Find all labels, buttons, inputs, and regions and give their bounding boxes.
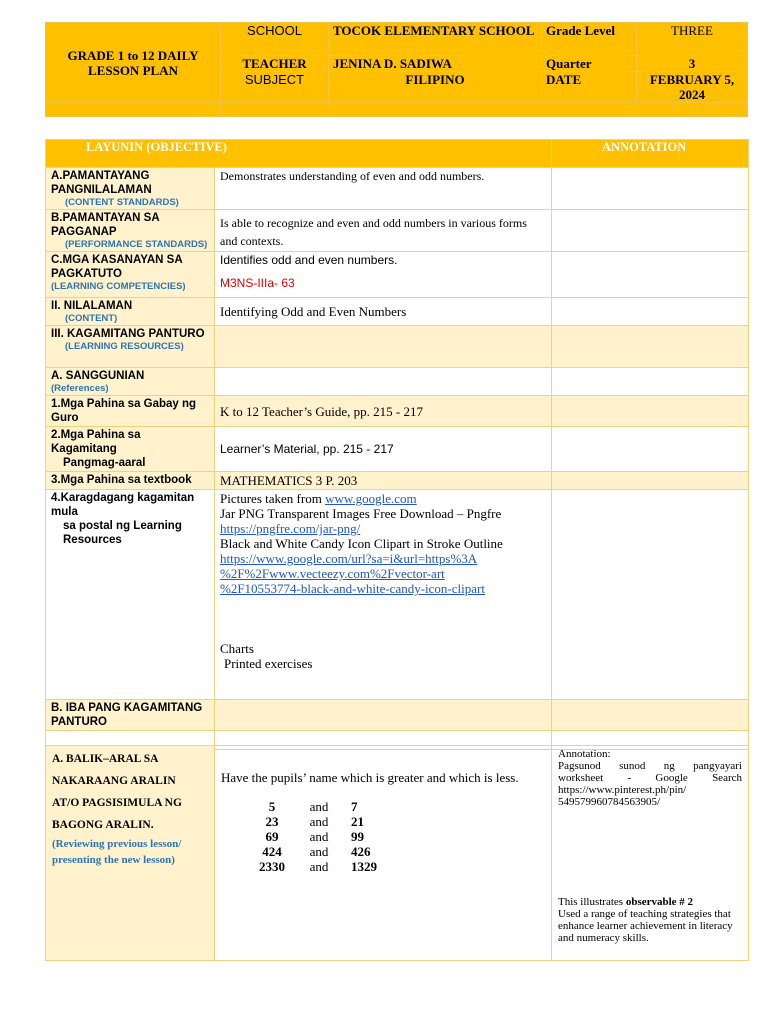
additional-materials-label: 4.Karagdagang kagamitan mula sa postal ng Learning Resources [46,490,215,700]
quarter-value: 3 [637,56,748,72]
review-instruction: Have the pupils’ name which is greater and which is less. [221,770,519,785]
performance-standards-text: Is able to recognize and even and odd numbers in various forms and contexts. [215,210,552,252]
references-sub: (References) [51,383,109,394]
google-source-line: Pictures taken from www.google.com [220,491,417,506]
content-label: II. NILALAMAN (CONTENT) [46,298,215,326]
additional-materials-annotation [552,490,749,700]
teacher-label: TEACHER [221,56,329,72]
performance-standards-annotation [552,210,749,252]
subject-value: FILIPINO [329,72,542,103]
observable-body-2: and numeracy skills. [558,932,649,944]
references-label: A. SANGGUNIAN (References) [46,368,215,396]
annotation-header: ANNOTATION [552,140,749,168]
teachers-guide-annotation [552,396,749,427]
teacher-value: JENINA D. SADIWA [329,56,542,72]
vecteezy-link-2[interactable]: %2F%2Fwww.vecteezy.com%2Fvector-art [220,566,445,581]
textbook-annotation [552,472,749,490]
number-pairs [251,799,377,874]
content-standards-annotation [552,168,749,210]
objective-header: LAYUNIN (OBJECTIVE) [46,140,552,168]
references-text [215,368,552,396]
number-pair-row: 69 and 99 [265,829,364,844]
date-label: DATE [542,72,637,103]
observable-body: Used a range of teaching strategies that enhance learner achievement in literacy [558,908,733,932]
content-sub: (CONTENT) [65,313,118,324]
learners-material-annotation [552,427,749,472]
plan-title: GRADE 1 to 12 DAILY LESSON PLAN [46,23,221,103]
annotation-title: Annotation: [558,748,611,760]
content-standards-sub: (CONTENT STANDARDS) [65,197,179,208]
content-standards-text: Demonstrates understanding of even and odd numbers. [215,168,552,210]
content-annotation [552,298,749,326]
candy-source-line: Black and White Candy Icon Clipart in Stroke Outline [220,536,503,551]
date-value: FEBRUARY 5, 2024 [637,72,748,103]
competencies-cell [215,252,552,298]
learning-resources-label: III. KAGAMITANG PANTURO (LEARNING RESOURCES) [46,326,215,368]
content-standards-label: A.PAMANTAYANG PANGNILALAMAN (CONTENT STANDARDS) [46,168,215,210]
learners-material-text: Learner’s Material, pp. 215 - 217 [215,427,552,472]
number-pair-row: 23 and 21 [265,814,364,829]
header-table [45,22,748,117]
competencies-sub: (LEARNING COMPETENCIES) [51,281,186,292]
header-blank-left [46,103,221,117]
learners-material-label: 2.Mga Pahina sa Kagamitang Pangmag-aaral [46,427,215,472]
observable-line: This illustrates observable # 2 [558,896,694,908]
review-annotation [552,746,749,961]
learning-resources-annotation [552,326,749,368]
annotation-source: Pagsunod sunod ng pangyayari worksheet - Google Search https://www.pinterest.ph/pin/ 549579960784563905/ [558,760,742,808]
competency-code: M3NS-IIIa- 63 [220,276,295,290]
vecteezy-link-1[interactable]: https://www.google.com/url?sa=i&url=https%3A [220,551,478,566]
number-pair-row: 424 and 426 [262,844,371,859]
references-annotation [552,368,749,396]
number-pair-row: 2330 and 1329 [259,859,377,874]
other-materials-label: B. IBA PANG KAGAMITANG PANTURO [46,700,215,731]
teachers-guide-label: 1.Mga Pahina sa Gabay ng Guro [46,396,215,427]
learning-resources-sub: (LEARNING RESOURCES) [65,341,184,352]
textbook-text: MATHEMATICS 3 P. 203 [215,472,552,490]
printed-exercises-item: Printed exercises [224,656,313,671]
google-link[interactable]: www.google.com [325,491,417,506]
vecteezy-link-3[interactable]: %2F10553774-black-and-white-candy-icon-clipart [220,581,485,596]
lesson-table [45,745,749,961]
performance-standards-label: B.PAMANTAYAN SA PAGGANAP (PERFORMANCE STANDARDS) [46,210,215,252]
grade-value: THREE [637,23,748,56]
performance-standards-sub: (PERFORMANCE STANDARDS) [65,239,208,250]
header-blank-right [221,103,748,117]
jar-source-line: Jar PNG Transparent Images Free Download – Pngfre [220,506,502,521]
review-lesson-label: A. BALIK–ARAL SA NAKARAANG ARALIN AT/O PAGSISIMULA NG BAGONG ARALIN. (Reviewing previous lesson/ presenting the new lesson) [46,746,215,961]
charts-item: Charts [220,641,254,656]
school-value: TOCOK ELEMENTARY SCHOOL [329,23,542,56]
other-materials-text [215,700,552,731]
subject-label: SUBJECT [221,72,329,103]
competencies-annotation [552,252,749,298]
school-label: SCHOOL [221,23,329,56]
textbook-label: 3.Mga Pahina sa textbook [46,472,215,490]
objectives-table [45,139,749,750]
competencies-text: Identifies odd and even numbers. [220,253,398,267]
competencies-label: C.MGA KASANAYAN SA PAGKATUTO (LEARNING COMPETENCIES) [46,252,215,298]
learning-resources-text [215,326,552,368]
review-lesson-content [215,746,552,961]
pngfre-link[interactable]: https://pngfre.com/jar-png/ [220,521,361,536]
additional-materials-cell [215,490,552,700]
number-pair-row: 5 and 7 [268,799,358,814]
teachers-guide-text: K to 12 Teacher’s Guide, pp. 215 - 217 [215,396,552,427]
review-lesson-sub: (Reviewing previous lesson/ presenting the new lesson) [52,838,182,866]
other-materials-annotation [552,700,749,731]
content-text: Identifying Odd and Even Numbers [215,298,552,326]
quarter-label: Quarter [542,56,637,72]
grade-label: Grade Level [542,23,637,56]
